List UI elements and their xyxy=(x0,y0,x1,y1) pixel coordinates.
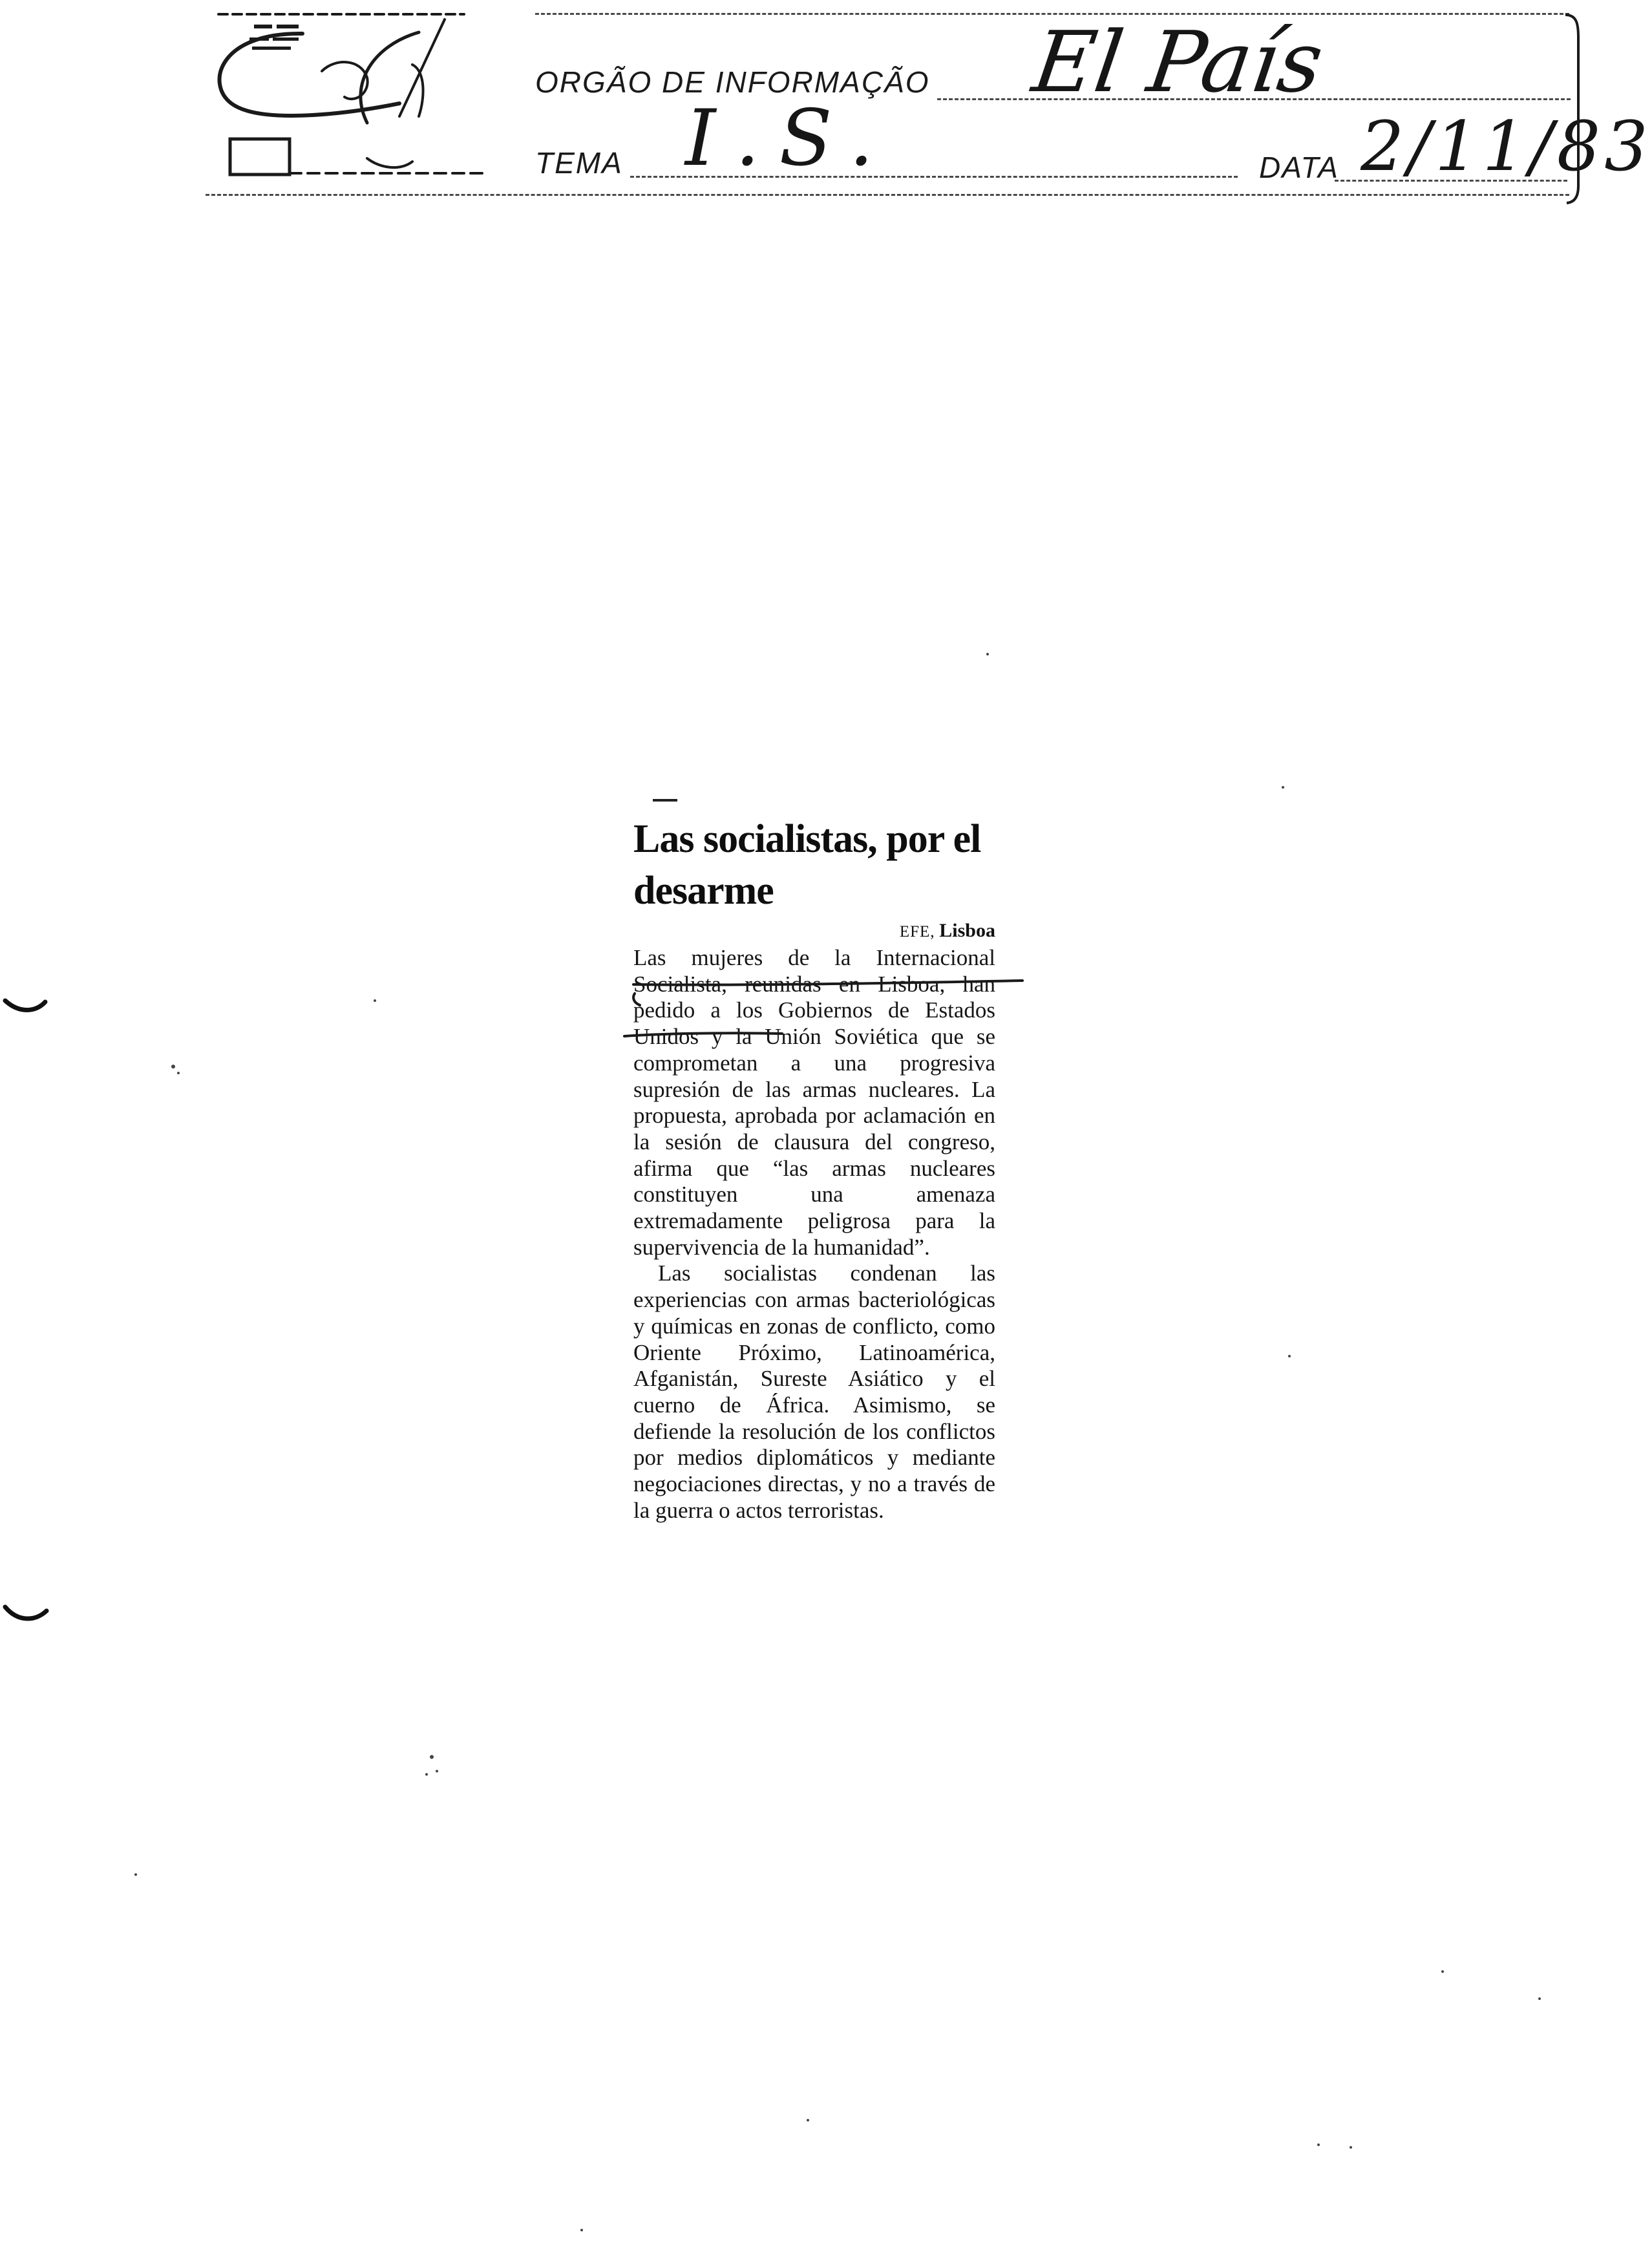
article-headline: Las socialistas, por el desarme xyxy=(633,817,981,913)
data-value: 2/11/83 xyxy=(1361,107,1652,186)
tema-fill-line xyxy=(630,176,1238,178)
top-border-rule xyxy=(535,13,1569,15)
clipping-form-header xyxy=(0,0,1652,207)
orgao-label: ORGÃO DE INFORMAÇÃO xyxy=(535,65,930,99)
form-bottom-rule xyxy=(206,194,1569,196)
news-article xyxy=(633,813,995,1524)
byline-agency: EFE, xyxy=(899,923,935,941)
data-label: DATA xyxy=(1259,151,1339,184)
form-right-bracket xyxy=(1559,12,1585,206)
orgao-value: El País xyxy=(1027,13,1329,111)
orgao-fill-line xyxy=(937,98,1571,100)
article-paragraph-2: Las socialistas condenan las experiencias con armas bacteriológicas y químicas en zonas de conflicto, como Oriente Próximo, Latinoamérica, Afganistán, Sureste Asiático y el cuerno de África. Asimismo, se defiende la resolución de los conflictos por medios diplomáticos y mediante negociaciones directas, y no a través de la guerra o actos terroristas. xyxy=(633,1260,995,1523)
tema-value: I.S. xyxy=(685,94,893,184)
byline-place: Lisboa xyxy=(939,920,995,941)
article-paragraph-1: Las mujeres de la Internacional Socialista, reunidas en Lisboa, han pedido a los Gobiernos de Estados Unidos y la Unión Soviética que se comprometan a una progresiva supresión de las armas nucleares. La propuesta, aprobada por aclamación en la sesión de clausura del congreso, afirma que “las armas nucleares constituyen una amenaza extremadamente peligrosa para la supervivencia de la humanidad”. xyxy=(633,945,995,1260)
tema-label: TEMA xyxy=(535,146,623,180)
archive-logo xyxy=(206,6,490,181)
hand-underline-marks xyxy=(620,966,1034,1050)
headline-dash xyxy=(653,799,677,802)
article-byline xyxy=(633,919,995,944)
data-fill-line xyxy=(1335,180,1567,182)
